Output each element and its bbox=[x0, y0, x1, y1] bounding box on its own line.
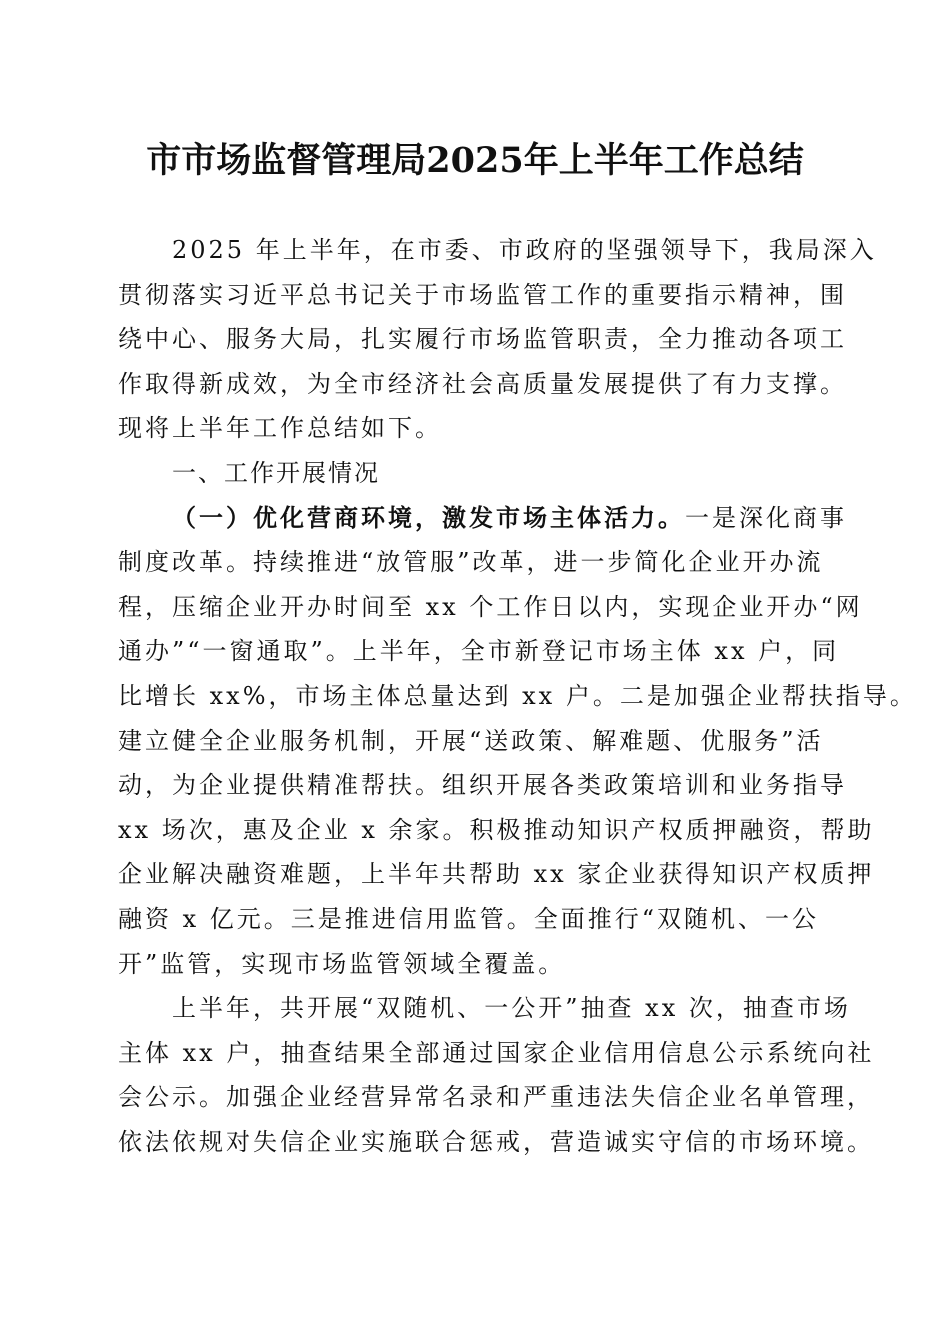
document-body bbox=[118, 228, 917, 1164]
section-heading: 一、工作开展情况 bbox=[172, 458, 380, 487]
paragraph-line: 程，压缩企业开办时间至 xx 个工作日以内，实现企业开办“网 bbox=[118, 592, 863, 621]
document-title: 市市场监督管理局2025年上半年工作总结 bbox=[146, 140, 804, 181]
paragraph-line: 动，为企业提供精准帮扶。组织开展各类政策培训和业务指导 bbox=[118, 771, 847, 800]
paragraph-line: 依法依规对失信企业实施联合惩戒，营造诚实守信的市场环境。 bbox=[118, 1127, 874, 1156]
subsection-line bbox=[118, 496, 847, 541]
paragraph-line: 贯彻落实习近平总书记关于市场监管工作的重要指示精神，围 bbox=[118, 280, 847, 309]
paragraph-line: xx 场次，惠及企业 x 余家。积极推动知识产权质押融资，帮助 bbox=[118, 815, 875, 844]
paragraph-line: 现将上半年工作总结如下。 bbox=[118, 414, 442, 443]
paragraph-line: 作取得新成效，为全市经济社会高质量发展提供了有力支撑。 bbox=[118, 369, 847, 398]
paragraph-line: 绕中心、服务大局，扎实履行市场监管职责，全力推动各项工 bbox=[118, 325, 847, 354]
paragraph-line: 一是深化商事 bbox=[685, 503, 847, 532]
paragraph-line: 上半年，共开展“双随机、一公开”抽查 xx 次，抽查市场 bbox=[172, 994, 851, 1023]
paragraph-line: 会公示。加强企业经营异常名录和严重违法失信企业名单管理， bbox=[118, 1083, 874, 1112]
paragraph-line: 2025 年上半年，在市委、市政府的坚强领导下，我局深入 bbox=[172, 236, 877, 264]
paragraph-line: 融资 x 亿元。三是推进信用监管。全面推行“双随机、一公 bbox=[118, 904, 820, 933]
paragraph-line: 开”监管，实现市场监管领域全覆盖。 bbox=[118, 949, 566, 978]
subsection-heading: （一）优化营商环境，激发市场主体活力。 bbox=[172, 502, 685, 532]
paragraph-line: 建立健全企业服务机制，开展“送政策、解难题、优服务”活 bbox=[118, 726, 824, 755]
paragraph-line: 制度改革。持续推进“放管服”改革，进一步简化企业开办流 bbox=[118, 548, 824, 577]
paragraph-line: 比增长 xx%，市场主体总量达到 xx 户。二是加强企业帮扶指导。 bbox=[118, 681, 917, 710]
paragraph-line: 通办”“一窗通取”。上半年，全市新登记市场主体 xx 户，同 bbox=[118, 637, 840, 666]
paragraph-line: 主体 xx 户，抽查结果全部通过国家企业信用信息公示系统向社 bbox=[118, 1038, 875, 1067]
paragraph-line: 企业解决融资难题，上半年共帮助 xx 家企业获得知识产权质押 bbox=[118, 860, 875, 889]
